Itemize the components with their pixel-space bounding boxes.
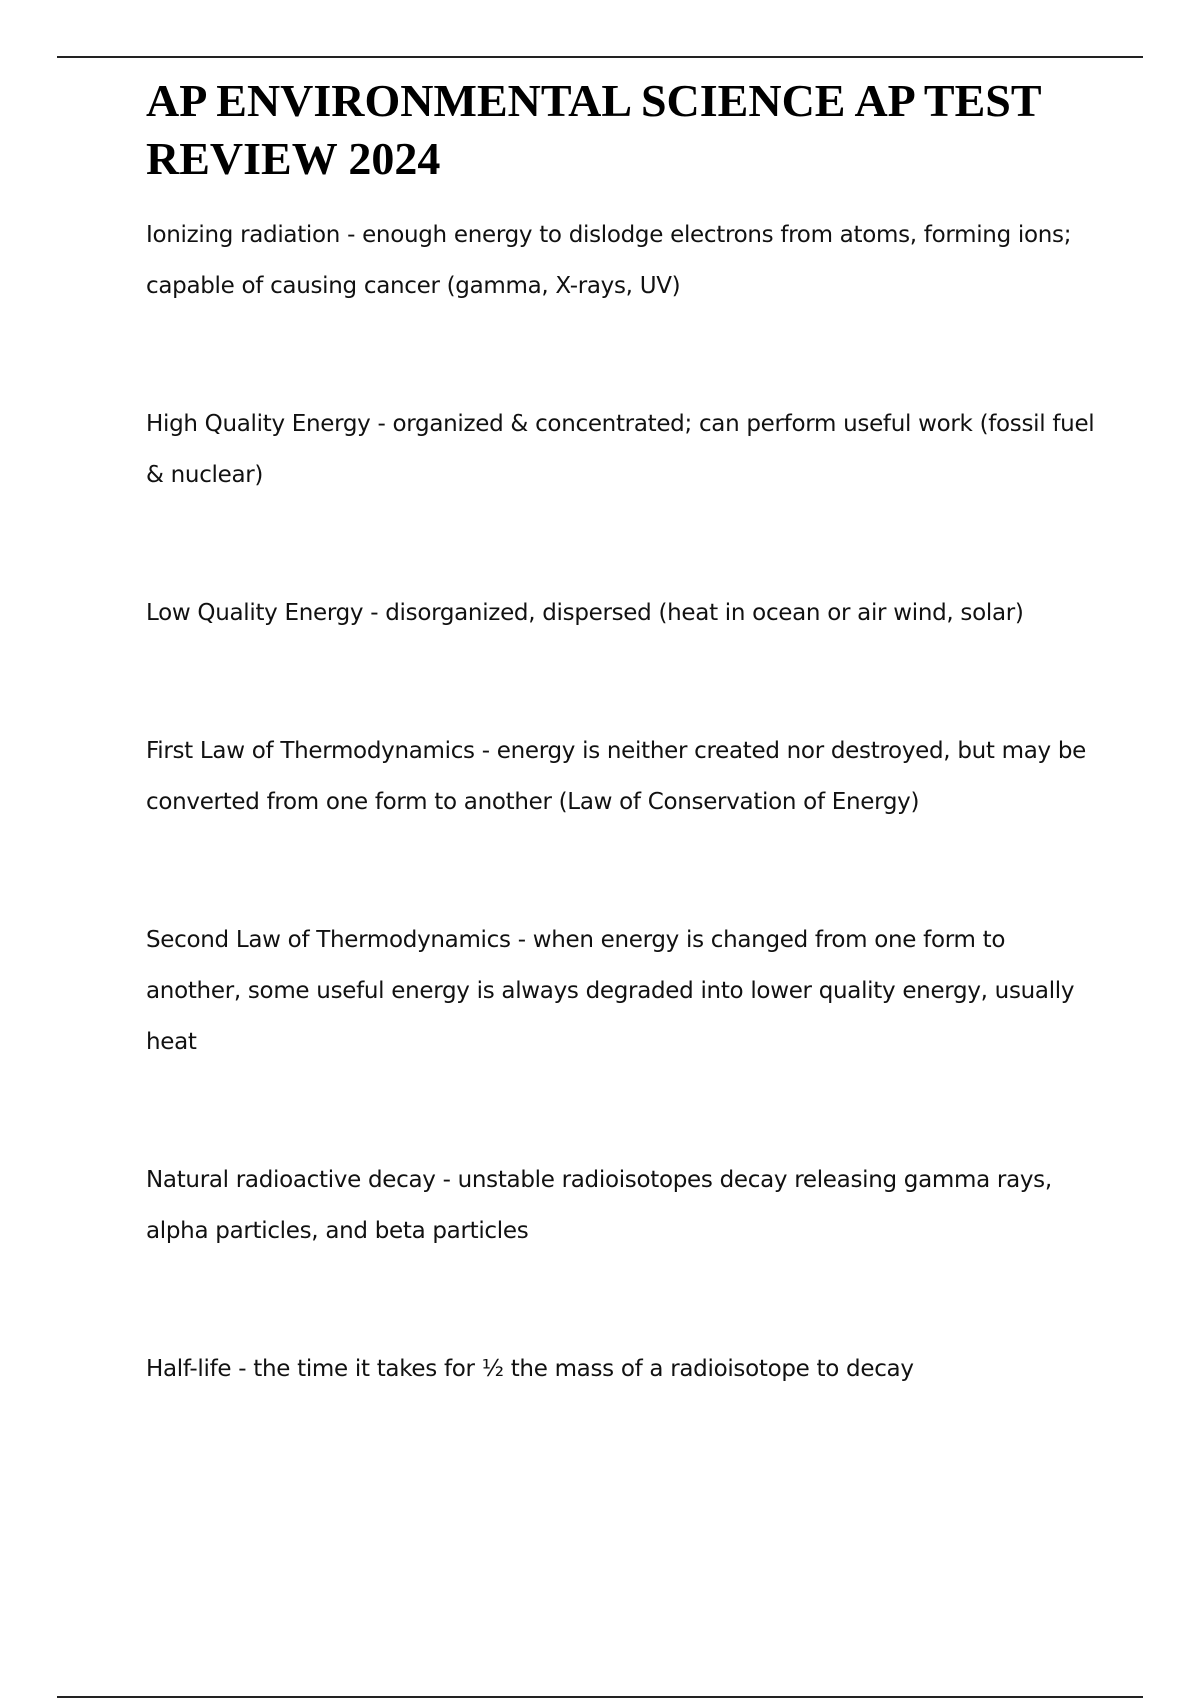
entry-half-life: Half-life - the time it takes for ½ the mass of a radioisotope to decay: [146, 1356, 914, 1382]
header-rule: [57, 56, 1143, 58]
entry-ionizing-radiation: Ionizing radiation - enough energy to dislodge electrons from atoms, forming ions; capable of causing cancer (gamma, X-rays, UV): [146, 222, 1072, 299]
document-title: AP ENVIRONMENTAL SCIENCE AP TEST REVIEW 2024: [146, 75, 1041, 184]
entry-high-quality-energy: High Quality Energy - organized & concentrated; can perform useful work (fossil fuel & nuclear): [146, 411, 1095, 488]
entry-first-law-thermodynamics: First Law of Thermodynamics - energy is neither created nor destroyed, but may be converted from one form to another (Law of Conservation of Energy): [146, 738, 1086, 815]
document-page: [146, 72, 1106, 1395]
entry-list: [146, 210, 1106, 1395]
entry-low-quality-energy: Low Quality Energy - disorganized, dispersed (heat in ocean or air wind, solar): [146, 600, 1024, 626]
footer-rule: [57, 1696, 1143, 1698]
entry-natural-radioactive-decay: Natural radioactive decay - unstable radioisotopes decay releasing gamma rays, alpha particles, and beta particles: [146, 1167, 1052, 1244]
entry-second-law-thermodynamics: Second Law of Thermodynamics - when energy is changed from one form to another, some useful energy is always degraded into lower quality energy, usually heat: [146, 927, 1075, 1055]
